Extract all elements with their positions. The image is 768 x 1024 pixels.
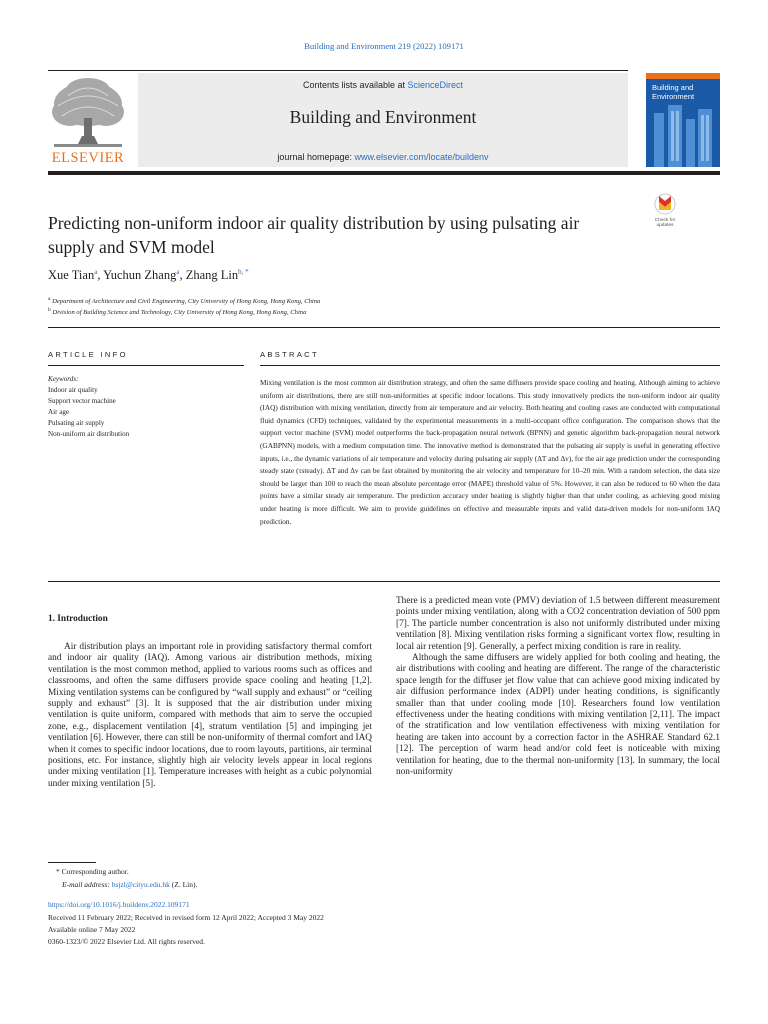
sciencedirect-link[interactable]: ScienceDirect [407, 80, 464, 90]
masthead-top-rule [48, 70, 628, 71]
email-footnote [62, 880, 197, 889]
elsevier-wordmark: ELSEVIER [51, 150, 125, 166]
author-name[interactable]: Xue Tian [48, 268, 95, 283]
divider [260, 365, 720, 366]
body-paragraph: There is a predicted mean vote (PMV) deviation of 1.5 between different measurement points under mixing ventilation, along with a CO2 concentration deviation of 500 ppm [7]. The particle number concentration is also not uniformly distributed under mixing ventilation [8]. Mixing ventilation risks forming a significant vortex flow, resulting in local air retention [9]. Generally, a perfect mixing condition is rare in reality. [396, 596, 720, 652]
author-name[interactable]: Yuchun Zhang [103, 268, 177, 283]
body-paragraph: Although the same diffusers are widely applied for both cooling and heating, the air distributions with cooling and heating are different. The range of the characteristic space length for the diffuser jet flow value that can achieve good mixing indicated by air diffusion performance index (ADPI) under heating conditions, is significantly smaller than that under cooling mode [10]. Researchers found low ventilation effectiveness under the heating conditions with mixing ventilation [2,11]. The impact of the stratification and low ventilation effectiveness with mixing ventilation for heating are taken into account by a correction factor in the ASHRAE Standard 62.1 [12]. The perception of warm head and/or cold feet is noticeable with mixing ventilation for heating, due to the thermal non-uniformity [13]. In summary, the local non-uniformity [396, 653, 720, 778]
article-info-heading: ARTICLE INFO [48, 350, 128, 359]
keywords-label: Keywords: [48, 375, 79, 383]
cover-title-1: Building and [652, 83, 694, 92]
masthead-bottom-rule [48, 171, 720, 175]
article-title: Predicting non-uniform indoor air quality distribution by using pulsating air supply and SVM model [48, 213, 580, 257]
affiliation-marker: b [48, 307, 51, 313]
author-affiliation-marker[interactable]: b, * [238, 268, 249, 276]
introduction-heading: 1. Introduction [48, 614, 108, 624]
corresponding-author-note: * Corresponding author. [56, 867, 129, 876]
abstract-heading: ABSTRACT [260, 350, 319, 359]
divider [48, 365, 244, 366]
contents-prefix: Contents lists available at [302, 80, 408, 90]
cover-art-icon [646, 73, 720, 167]
author-affiliation-marker[interactable]: a [94, 268, 98, 276]
footnote-rule [48, 862, 96, 863]
affiliation-a [48, 296, 320, 305]
affiliation-marker: a [48, 296, 51, 302]
crossmark-label-1: Check for [654, 218, 676, 223]
author-list: Xue Tian$^a$, Yuchun Zhang$^a$, Zhang Lin$^{b, *}$ [48, 268, 249, 283]
online-date: Available online 7 May 2022 [48, 925, 136, 934]
contents-line [138, 80, 628, 90]
divider [48, 581, 720, 582]
received-dates: Received 11 February 2022; Received in revised form 12 April 2022; Accepted 3 May 2022 [48, 913, 324, 922]
keyword: Non-uniform air distribution [48, 429, 130, 438]
cover-title-2: Environment [652, 92, 695, 101]
journal-citation-link[interactable]: Building and Environment 219 (2022) 109171 [304, 41, 464, 51]
journal-cover-image[interactable] [646, 73, 720, 167]
body-right-column [396, 596, 720, 779]
crossmark-label-2: updates [656, 223, 674, 228]
keyword: Air age [48, 407, 70, 416]
check-for-updates-icon[interactable] [650, 192, 680, 228]
affiliation-text: Department of Architecture and Civil Engineering, City University of Hong Kong, Hong Kong, China [52, 298, 321, 306]
keyword: Pulsating air supply [48, 418, 105, 427]
copyright-line: 0360-1323/© 2022 Elsevier Ltd. All rights reserved. [48, 937, 205, 946]
email-label: E-mail address: [62, 880, 112, 889]
author-name[interactable]: Zhang Lin [185, 268, 239, 283]
homepage-label: journal homepage: [277, 152, 355, 162]
email-suffix: (Z. Lin). [169, 880, 198, 889]
abstract-text: Mixing ventilation is the most common air distribution strategy, and often the same diffusers provide space cooling and heating. Although aiming to achieve uniform air distributions, there are still non-uniformities at specific indoor locations. This study innovatively predicts the non-uniform indoor air quality (IAQ) distribution with mixing ventilation, directly from air temperature and air velocity. Both heating and cooling cases are conducted with computational fluid dynamics (CFD) techniques, validated by the experimental measurements in a multi-occupant office configuration. The comparison shows that the support vector machine (SVM) model outperforms the back-propagation neural network (BPNN) and genetic algorithm back-propagation neural network (GABPNN) models, with a medium computation time. The innovative method is demonstrated that the pulsating air supply is useful in generating effective inputs, i.e., the dynamic variations of air temperature and velocity during pulsating air supply (ΔT and Δv), for the air age prediction under the corresponding steady state (τsteady). ΔT and Δv can be fast obtained by monitoring the air velocity and temperature for 10–20 min. With a random selection, the data size should be larger than 100 to reach the mean absolute percentage error (MAPE) threshold value of 5%. However, it can also be reduced to 60 when the data points have a similar steady air temperature. The prediction accuracy under heating is slightly higher than that under cooling, as achieving good mixing under heating is more difficult. We aim to provide guidelines on effective and measurable inputs and valid data-driven models for non-uniform IAQ prediction. [260, 378, 720, 526]
journal-name: Building and Environment [289, 107, 477, 127]
author-affiliation-marker[interactable]: a [176, 268, 180, 276]
keyword: Support vector machine [48, 396, 116, 405]
affiliation-b [48, 307, 306, 316]
doi-link[interactable]: https://doi.org/10.1016/j.buildenv.2022.109171 [48, 900, 190, 909]
homepage-line [138, 152, 628, 162]
divider [48, 327, 720, 328]
email-link[interactable]: bsjzl@cityu.edu.hk [111, 880, 170, 889]
affiliation-text: Division of Building Science and Technology, City University of Hong Kong, Hong Kong, China [52, 309, 307, 317]
keywords-list [48, 374, 244, 439]
body-left-column: Air distribution plays an important role in providing satisfactory thermal comfort and indoor air quality (IAQ). Among various air distribution methods, mixing ventilation is the most common method, applied to various rooms such as offices and classrooms, and often the same diffusers provide space cooling and heating [1,2]. Mixing ventilation systems can be configured by “wall supply and exhaust” or “ceiling supply and exhaust” [3]. It is supposed that the air distribution under mixing ventilation is quite uniform, compared with methods that aim to serve the occupied zone, e.g., displacement ventilation [4], stratum ventilation [5] and impinging jet ventilation [6]. However, there can still be non-uniformity of thermal comfort and IAQ when it comes to specific indoor locations, due to room layouts, partitions, air terminal positions, etc. For instance, slightly high air velocity levels appear in local regions under mixing ventilation [1]. Temperature increases with height as a cubic polynomial under mixing ventilation [5]. [48, 642, 372, 789]
keyword: Indoor air quality [48, 385, 98, 394]
journal-homepage-link[interactable]: www.elsevier.com/locate/buildenv [354, 152, 489, 162]
